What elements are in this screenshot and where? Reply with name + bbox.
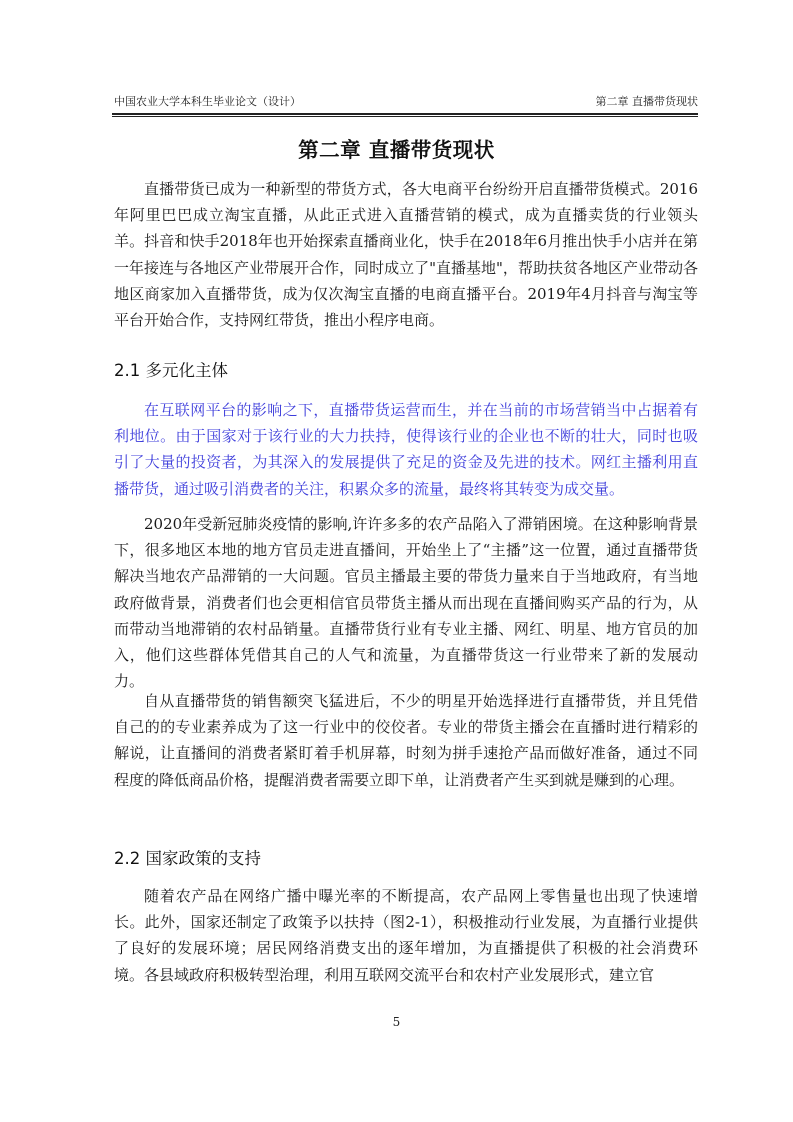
header-thesis-title: 中国农业大学本科生毕业论文（设计） xyxy=(114,95,301,108)
intro-paragraph: 直播带货已成为一种新型的带货方式，各大电商平台纷纷开启直播带货模式。2016年阿里巴巴成立淘宝直播，从此正式进入直播营销的模式，成为直播卖货的行业领头羊。抖音和快手2018年也开始探索直播商业化，快手在2018年6月推出快手小店并在第一年接连与各地区产业带展开合作，同时成立了"直播基地"，帮助扶贫各地区产业带动各地区商家加入直播带货，成为仅次淘宝直播的电商直播平台。2019年4月抖音与淘宝等平台开始合作，支持网红带货，推出小程序电商。 xyxy=(114,180,698,330)
section-2-1-paragraph-3: 自从直播带货的销售额突飞猛进后，不少的明星开始选择进行直播带货，并且凭借自己的的专业素养成为了这一行业中的佼佼者。专业的带货主播会在直播时进行精彩的解说，让直播间的消费者紧盯着手机屏幕，时刻为拼手速抢产品而做好准备，通过不同程度的降低商品价格，提醒消费者需要立即下单，让消费者产生买到就是赚到的心理。 xyxy=(114,692,698,789)
running-header xyxy=(114,93,698,113)
section-2-2-title: 2.2 国家政策的支持 xyxy=(114,849,261,868)
section-2-2-paragraph-1: 随着农产品在网络广播中曝光率的不断提高，农产品网上零售量也出现了快速增长。此外，国家还制定了政策予以扶持（图2-1），积极推动行业发展，为直播行业提供了良好的发展环境；居民网络消费支出的逐年增加，为直播提供了积极的社会消费环境。各县域政府积极转型治理，利用互联网交流平台和农村产业发展形式，建立官 xyxy=(114,887,698,984)
chapter-title: 第二章 直播带货现状 xyxy=(298,138,495,162)
header-chapter-title: 第二章 直播带货现状 xyxy=(595,95,698,108)
section-2-1-paragraph-2: 2020年受新冠肺炎疫情的影响,许许多多的农产品陷入了滞销困境。在这种影响背景下，很多地区本地的地方官员走进直播间，开始坐上了“主播”这一位置，通过直播带货解决当地农产品滞销的一大问题。官员主播最主要的带货力量来自于当地政府，有当地政府做背景，消费者们也会更相信官员带货主播从而出现在直播间购买产品的行为，从而带动当地滞销的农村品销量。直播带货行业有专业主播、网红、明星、地方官员的加入，他们这些群体凭借其自己的人气和流量，为直播带货这一行业带来了新的发展动力。 xyxy=(114,515,698,691)
header-rule-thick xyxy=(112,113,698,115)
header-rule-thin xyxy=(112,116,698,117)
page-number: 5 xyxy=(392,1015,401,1029)
section-2-1-title: 2.1 多元化主体 xyxy=(114,361,228,380)
section-2-1-paragraph-1: 在互联网平台的影响之下，直播带货运营而生，并在当前的市场营销当中占据着有利地位。由于国家对于该行业的大力扶持，使得该行业的企业也不断的壮大，同时也吸引了大量的投资者，为其深入的发展提供了充足的资金及先进的技术。网红主播利用直播带货，通过吸引消费者的关注，积累众多的流量，最终将其转变为成交量。 xyxy=(114,401,698,498)
